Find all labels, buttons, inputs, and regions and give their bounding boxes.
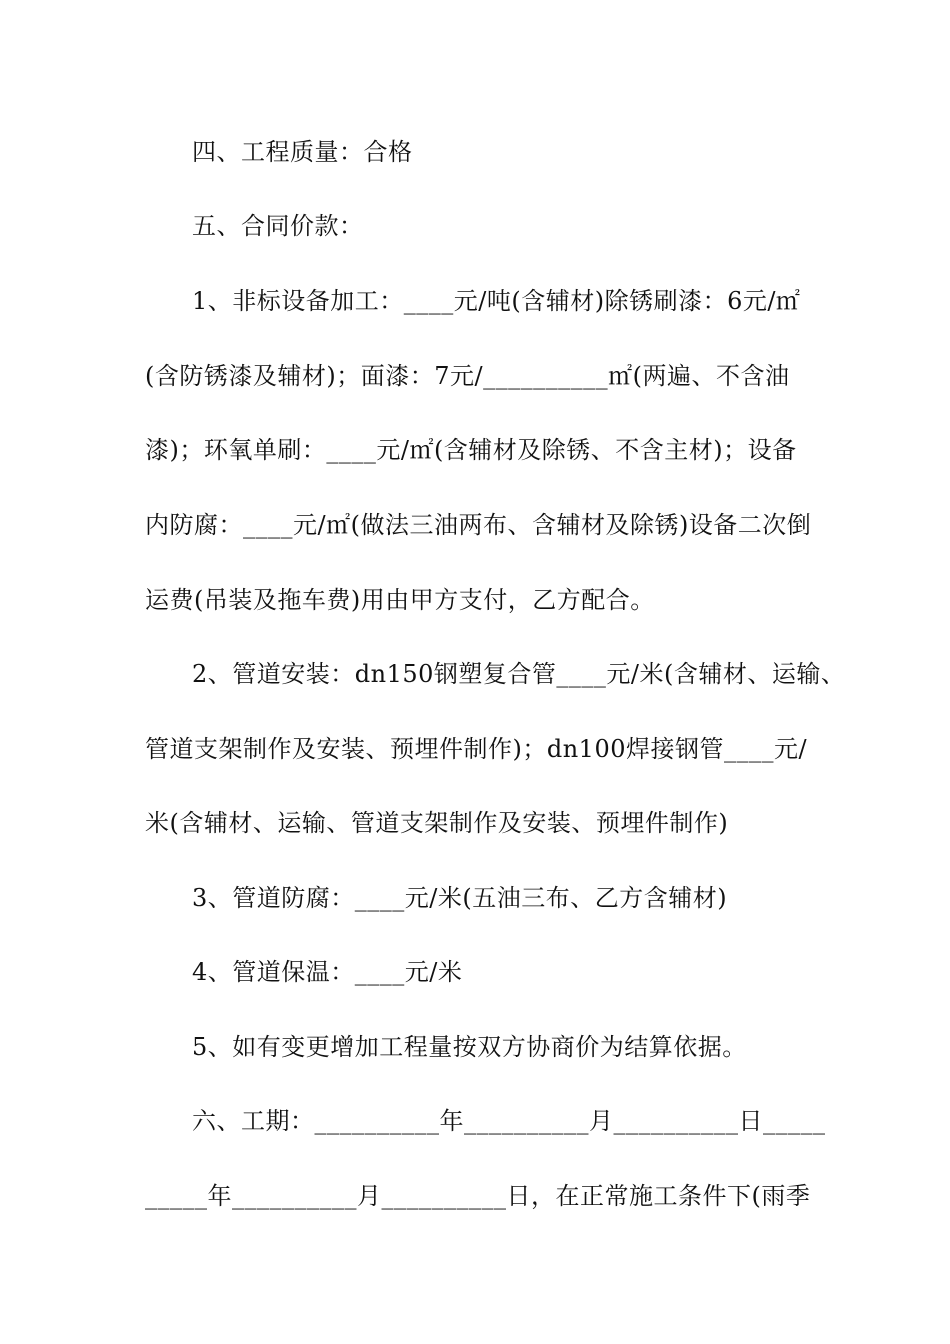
section-6-line-2: _____年__________月__________日，在正常施工条件下(雨季 — [145, 1182, 811, 1210]
section-6-line-1: 六、工期：__________年__________月__________日_____ — [192, 1107, 826, 1135]
clause-1-line-2: (含防锈漆及辅材)；面漆：7元/__________㎡(两遍、不含油 — [145, 362, 790, 390]
clause-5: 5、如有变更增加工程量按双方协商价为结算依据。 — [192, 1033, 747, 1061]
clause-1-line-1: 1、非标设备加工：____元/吨(含辅材)除锈刷漆：6元/㎡ — [192, 287, 801, 315]
clause-1-line-4: 内防腐：____元/㎡(做法三油两布、含辅材及除锈)设备二次倒 — [145, 511, 812, 539]
clause-3: 3、管道防腐：____元/米(五油三布、乙方含辅材) — [192, 884, 728, 912]
clause-2-line-3: 米(含辅材、运输、管道支架制作及安装、预埋件制作) — [145, 809, 729, 837]
clause-2-line-2: 管道支架制作及安装、预埋件制作)；dn100焊接钢管____元/ — [145, 735, 808, 763]
section-4-quality: 四、工程质量：合格 — [192, 138, 413, 166]
clause-2-line-1: 2、管道安装：dn150钢塑复合管____元/米(含辅材、运输、 — [192, 660, 846, 688]
clause-1-line-3: 漆)；环氧单刷：____元/㎡(含辅材及除锈、不含主材)；设备 — [145, 436, 797, 464]
clause-4: 4、管道保温：____元/米 — [192, 958, 463, 986]
clause-1-line-5: 运费(吊装及拖车费)用由甲方支付，乙方配合。 — [145, 586, 655, 614]
section-5-heading: 五、合同价款： — [192, 212, 364, 240]
